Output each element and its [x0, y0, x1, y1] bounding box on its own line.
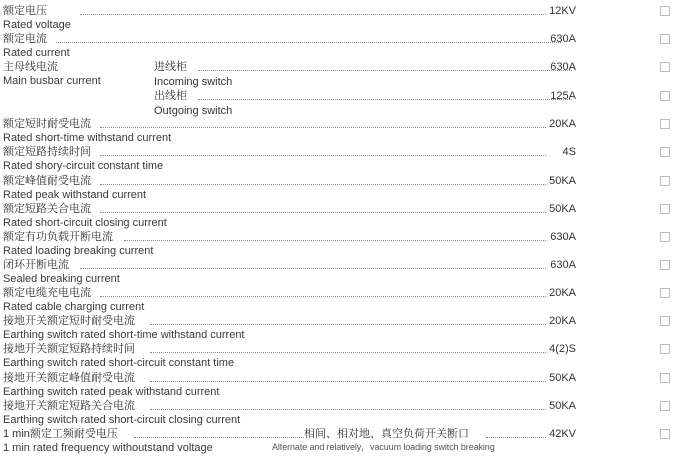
spec-value: 630A	[550, 231, 576, 243]
spec-label-en: Rated voltage	[3, 19, 71, 31]
spec-value: 50KA	[549, 175, 576, 187]
spec-value: 20KA	[549, 315, 576, 327]
leader-dots	[80, 14, 546, 15]
spec-row-rated-cable-charging-current	[0, 287, 676, 313]
outgoing-switch-en: Outgoing switch	[154, 105, 233, 117]
spec-row-rated-peak-withstand-current	[0, 175, 676, 201]
checkbox[interactable]	[660, 429, 670, 439]
leader-dots	[198, 70, 572, 71]
spec-label-zh: 接地开关额定峰值耐受电流	[3, 372, 135, 384]
leader-dots	[150, 352, 546, 353]
spec-row-earthing-short-time-withstand-current	[0, 315, 676, 341]
spec-label-zh: 额定峰值耐受电流	[3, 175, 91, 187]
outgoing-switch-zh: 出线柜	[154, 90, 187, 102]
spec-label-en: Rated shory-circuit constant time	[3, 160, 164, 172]
leader-dots	[100, 127, 546, 128]
checkbox[interactable]	[660, 232, 670, 242]
spec-row-rated-short-circuit-closing-current	[0, 203, 676, 229]
spec-note-zh: 相间、相对地、真空负荷开关断口	[304, 428, 469, 440]
checkbox[interactable]	[660, 34, 670, 44]
checkbox[interactable]	[660, 288, 670, 298]
leader-dots	[56, 42, 561, 43]
spec-value: 20KA	[549, 118, 576, 130]
spec-value: 630A	[550, 61, 576, 73]
leader-dots	[100, 184, 546, 185]
spec-note-en: Alternate and relatively，vacuum loading switch breaking	[272, 442, 495, 452]
spec-label-en: Earthing switch rated short-circuit closing current	[3, 414, 241, 426]
leader-dots	[100, 296, 546, 297]
spec-value: 4(2)S	[549, 343, 576, 355]
checkbox[interactable]	[660, 62, 670, 72]
spec-label-zh: 1 min额定工频耐受电压	[3, 428, 118, 440]
spec-row-sealed-breaking-current	[0, 259, 676, 285]
checkbox[interactable]	[660, 147, 670, 157]
spec-label-zh: 额定有功负载开断电流	[3, 231, 113, 243]
spec-row-rated-current	[0, 33, 676, 59]
spec-row-rated-voltage	[0, 5, 676, 31]
incoming-switch-zh: 进线柜	[154, 61, 187, 73]
spec-label-en: Sealed breaking current	[3, 273, 120, 285]
spec-row-rated-short-time-withstand-current	[0, 118, 676, 144]
checkbox[interactable]	[660, 176, 670, 186]
leader-dots	[486, 437, 546, 438]
spec-value: 50KA	[549, 203, 576, 215]
spec-value: 125A	[550, 90, 576, 102]
leader-dots	[124, 240, 546, 241]
spec-value: 4S	[562, 146, 576, 158]
spec-value: 20KA	[549, 287, 576, 299]
spec-label-zh: 额定短路关合电流	[3, 203, 91, 215]
spec-value: 12KV	[549, 5, 576, 17]
spec-label-en: Rated cable charging current	[3, 301, 145, 313]
spec-value: 50KA	[549, 400, 576, 412]
spec-label-zh: 接地开关额定短路关合电流	[3, 400, 135, 412]
leader-dots	[198, 99, 572, 100]
spec-row-earthing-short-circuit-duration	[0, 343, 676, 369]
spec-row-rated-loading-breaking-current	[0, 231, 676, 257]
spec-label-zh: 接地开关额定短时耐受电流	[3, 315, 135, 327]
spec-label-en: Earthing switch rated short-circuit constant time	[3, 357, 235, 369]
spec-label-zh: 额定短路持续时间	[3, 146, 91, 158]
spec-label-zh: 闭环开断电流	[3, 259, 69, 271]
checkbox[interactable]	[660, 204, 670, 214]
checkbox[interactable]	[660, 373, 670, 383]
leader-dots	[134, 437, 304, 438]
spec-label-en: Rated peak withstand current	[3, 189, 147, 201]
spec-row-main-busbar-current	[0, 61, 676, 88]
spec-label-en: Rated short-circuit closing current	[3, 217, 167, 229]
leader-dots	[100, 155, 546, 156]
checkbox[interactable]	[660, 119, 670, 129]
spec-label-en: Earthing switch rated short-time withstand current	[3, 329, 245, 341]
spec-label-en: Rated loading breaking current	[3, 245, 154, 257]
spec-label-zh: 额定电缆充电电流	[3, 287, 91, 299]
leader-dots	[100, 212, 546, 213]
spec-label-zh: 额定电压	[3, 5, 47, 17]
leader-dots	[80, 268, 546, 269]
checkbox[interactable]	[660, 344, 670, 354]
spec-label-en: 1 min rated frequency withoutstand voltage	[3, 442, 213, 454]
spec-value: 50KA	[549, 372, 576, 384]
spec-label-en: Rated short-time withstand current	[3, 132, 172, 144]
spec-row-earthing-short-circuit-closing-current	[0, 400, 676, 426]
spec-value: 630A	[550, 259, 576, 271]
spec-row-outgoing-switch	[0, 90, 676, 117]
checkbox[interactable]	[660, 401, 670, 411]
spec-value: 630A	[550, 33, 576, 45]
spec-value: 42KV	[549, 428, 576, 440]
checkbox[interactable]	[660, 91, 670, 101]
spec-label-en: Rated current	[3, 47, 70, 59]
incoming-switch-en: Incoming switch	[154, 76, 233, 88]
leader-dots	[150, 381, 546, 382]
leader-dots	[150, 324, 546, 325]
spec-label-en: Main busbar current	[3, 75, 101, 87]
spec-row-power-frequency-withstand-voltage	[0, 428, 676, 454]
checkbox[interactable]	[660, 6, 670, 16]
spec-row-rated-short-circuit-duration	[0, 146, 676, 172]
spec-label-zh: 主母线电流	[3, 61, 58, 73]
leader-dots	[150, 409, 546, 410]
spec-row-earthing-peak-withstand-current	[0, 372, 676, 398]
spec-label-zh: 接地开关额定短路持续时间	[3, 343, 135, 355]
checkbox[interactable]	[660, 316, 670, 326]
spec-label-zh: 额定电流	[3, 33, 47, 45]
spec-label-zh: 额定短时耐受电流	[3, 118, 91, 130]
checkbox[interactable]	[660, 260, 670, 270]
spec-label-en: Earthing switch rated peak withstand current	[3, 386, 220, 398]
